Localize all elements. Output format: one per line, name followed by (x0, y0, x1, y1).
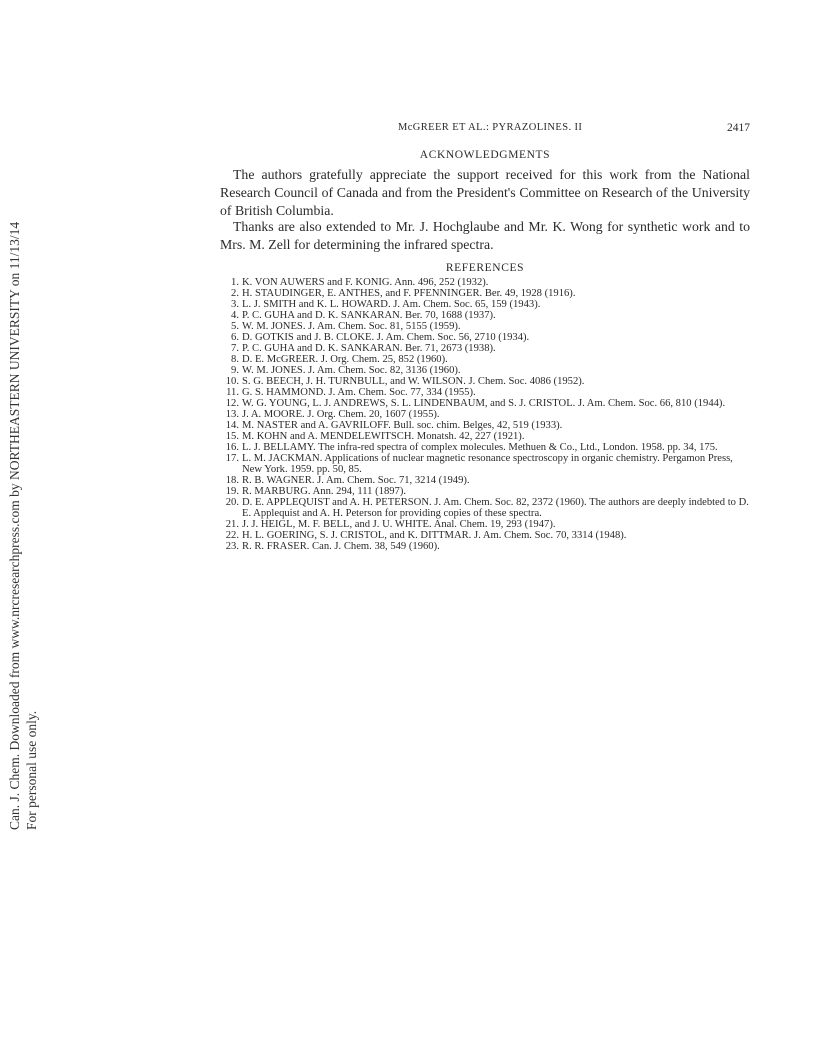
reference-number: 21. (225, 519, 239, 530)
reference-text: L. J. BELLAMY. The infra-red spectra of complex molecules. Methuen & Co., Ltd., London. 1958. pp. 34, 175. (242, 442, 718, 453)
watermark-line-2: For personal use only. (24, 710, 39, 830)
reference-text: W. M. JONES. J. Am. Chem. Soc. 81, 5155 (1959). (242, 321, 461, 332)
reference-number: 2. (231, 288, 239, 299)
reference-item (218, 453, 752, 475)
acknowledgments-paragraph-2: Thanks are also extended to Mr. J. Hochglaube and Mr. K. Wong for synthetic work and to Mrs. M. Zell for determining the infrared spectra. (220, 219, 750, 252)
running-head: McGREER ET AL.: PYRAZOLINES. II (398, 122, 583, 133)
reference-number: 11. (226, 387, 239, 398)
reference-number: 14. (225, 420, 239, 431)
reference-item (218, 475, 752, 486)
reference-number: 3. (231, 299, 239, 310)
reference-item (218, 343, 752, 354)
reference-item (218, 431, 752, 442)
reference-number: 12. (225, 398, 239, 409)
reference-number: 6. (231, 332, 239, 343)
reference-text: M. KOHN and A. MENDELEWITSCH. Monatsh. 42, 227 (1921). (242, 431, 525, 442)
acknowledgments-paragraph-1: The authors gratefully appreciate the support received for this work from the National Research Council of Canada and from the President's Committee on Research of the University of British Columbia. (220, 167, 750, 218)
reference-text: K. VON AUWERS and F. KONIG. Ann. 496, 252 (1932). (242, 277, 489, 288)
reference-item (218, 398, 752, 409)
reference-item (218, 332, 752, 343)
acknowledgments-heading: ACKNOWLEDGMENTS (419, 149, 551, 161)
reference-text: S. G. BEECH, J. H. TURNBULL, and W. WILSON. J. Chem. Soc. 4086 (1952). (242, 376, 585, 387)
reference-number: 15. (225, 431, 239, 442)
reference-number: 4. (231, 310, 239, 321)
reference-text: G. S. HAMMOND. J. Am. Chem. Soc. 77, 334 (1955). (242, 387, 476, 398)
reference-item (218, 541, 752, 552)
reference-number: 5. (231, 321, 239, 332)
reference-text: J. J. HEIGL, M. F. BELL, and J. U. WHITE. Anal. Chem. 19, 293 (1947). (242, 519, 556, 530)
references-heading: REFERENCES (445, 262, 525, 274)
reference-item (218, 387, 752, 398)
reference-item (218, 310, 752, 321)
reference-item (218, 277, 752, 288)
reference-text: R. B. WAGNER. J. Am. Chem. Soc. 71, 3214 (1949). (242, 475, 470, 486)
reference-text: H. STAUDINGER, E. ANTHES, and F. PFENNINGER. Ber. 49, 1928 (1916). (242, 288, 576, 299)
reference-text: D. GOTKIS and J. B. CLOKE. J. Am. Chem. Soc. 56, 2710 (1934). (242, 332, 530, 343)
reference-text: M. NASTER and A. GAVRILOFF. Bull. soc. chim. Belges, 42, 519 (1933). (242, 420, 563, 431)
reference-item (218, 519, 752, 530)
reference-item (218, 497, 752, 519)
reference-text: P. C. GUHA and D. K. SANKARAN. Ber. 70, 1688 (1937). (242, 310, 496, 321)
reference-number: 19. (225, 486, 239, 497)
reference-number: 10. (225, 376, 239, 387)
reference-number: 7. (231, 343, 239, 354)
reference-number: 22. (225, 530, 239, 541)
reference-text: H. L. GOERING, S. J. CRISTOL, and K. DITTMAR. J. Am. Chem. Soc. 70, 3314 (1948). (242, 530, 627, 541)
page-number: 2417 (727, 122, 750, 134)
reference-item (218, 442, 752, 453)
reference-item (218, 376, 752, 387)
reference-item (218, 365, 752, 376)
reference-text: R. MARBURG. Ann. 294, 111 (1897). (242, 486, 407, 497)
watermark-line-1: Can. J. Chem. Downloaded from www.nrcresearchpress.com by NORTHEASTERN UNIVERSITY on 11/13/14 (7, 221, 22, 830)
reference-number: 8. (231, 354, 239, 365)
download-watermark (6, 190, 40, 830)
reference-text: L. M. JACKMAN. Applications of nuclear magnetic resonance spectroscopy in organic chemistry. Pergamon Press, New York. 1959. pp. 50, 85. (242, 453, 733, 475)
reference-item (218, 486, 752, 497)
reference-number: 17. (225, 453, 239, 464)
reference-item (218, 354, 752, 365)
reference-item (218, 299, 752, 310)
reference-list (218, 277, 752, 552)
reference-text: W. G. YOUNG, L. J. ANDREWS, S. L. LINDENBAUM, and S. J. CRISTOL. J. Am. Chem. Soc. 66, 810 (1944). (242, 398, 726, 409)
reference-number: 13. (225, 409, 239, 420)
reference-item (218, 530, 752, 541)
reference-number: 20. (225, 497, 239, 508)
reference-item (218, 409, 752, 420)
reference-number: 23. (225, 541, 239, 552)
reference-text: W. M. JONES. J. Am. Chem. Soc. 82, 3136 (1960). (242, 365, 461, 376)
reference-number: 9. (231, 365, 239, 376)
reference-number: 16. (225, 442, 239, 453)
reference-item (218, 321, 752, 332)
reference-text: L. J. SMITH and K. L. HOWARD. J. Am. Chem. Soc. 65, 159 (1943). (242, 299, 541, 310)
reference-number: 18. (225, 475, 239, 486)
reference-text: D. E. McGREER. J. Org. Chem. 25, 852 (1960). (242, 354, 448, 365)
reference-text: J. A. MOORE. J. Org. Chem. 20, 1607 (1955). (242, 409, 440, 420)
page-header (220, 122, 750, 136)
reference-item (218, 420, 752, 431)
reference-text: R. R. FRASER. Can. J. Chem. 38, 549 (1960). (242, 541, 440, 552)
reference-item (218, 288, 752, 299)
reference-number: 1. (231, 277, 239, 288)
reference-text: D. E. APPLEQUIST and A. H. PETERSON. J. Am. Chem. Soc. 82, 2372 (1960). The authors are deeply indebted to D. E. Applequist and A. H. Peterson for providing copies of these spectra. (242, 497, 749, 519)
reference-text: P. C. GUHA and D. K. SANKARAN. Ber. 71, 2673 (1938). (242, 343, 496, 354)
